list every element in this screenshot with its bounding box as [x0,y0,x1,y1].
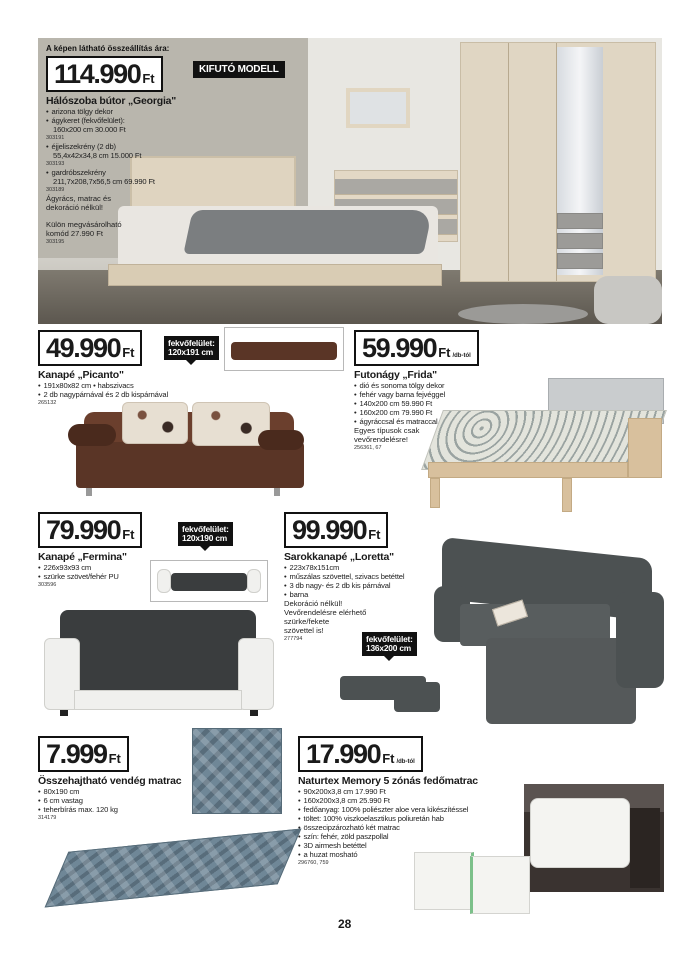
sleep-area-thumb [224,327,344,371]
spec: • szín: fehér, zöld paszpollal [298,832,508,841]
hero-code: 303193 [46,161,65,167]
spec: • 191x80x82 cm • habszivacs [38,381,338,390]
price: 99.990 [292,515,367,545]
price-box [38,736,129,772]
price-box [354,330,479,366]
spec: • 226x93x93 cm [38,563,198,572]
hero-code: 303195 [46,239,65,245]
currency: Ft [368,527,381,542]
topper-folded-image [410,848,534,918]
currency: Ft [108,751,121,766]
spec: • szürke szövet/fehér PU [38,572,198,581]
price: 7.999 [46,739,107,769]
price-unit: /db-tól [452,353,471,359]
frida-bed-image [428,378,664,518]
hero-price: 114.990 [54,59,141,89]
product-title: Összehajtható vendég matrac [38,775,182,787]
currency: Ft [122,527,135,542]
product-code: 303596 [38,582,57,588]
product-specs [284,563,434,599]
spec: • 223x78x151cm [284,563,434,572]
bed-frame [108,264,442,286]
sleep-area-label: fekvőfelület: 120x191 cm [164,336,219,360]
spec: • 3D airmesh betéttel [298,841,508,850]
spec: • fehér vagy barna fejvéggel [354,390,484,399]
hero-code: 303191 [46,135,65,141]
hero-spec: • gardróbszekrény 211,7x208,7x56,5 cm 69.990 Ft [46,168,216,186]
spec: • összecipzározható két matrac [298,823,508,832]
assembly-label: A képen látható összeállítás ára: [46,44,170,53]
currency: Ft [382,751,395,766]
currency: Ft [122,345,135,360]
price-box [38,512,142,548]
hero-price-box [46,56,163,92]
hero-offer [46,44,216,246]
spec: • a huzat mosható [298,850,508,859]
price-box [298,736,423,772]
spec: • dió és sonoma tölgy dekor [354,381,484,390]
wall-mirror [346,88,410,128]
price-unit: /db-tól [396,759,415,765]
bed-blanket [183,210,432,254]
spec: • 6 cm vastag [38,796,198,805]
product-code: 277794 [284,636,303,642]
spec: • 160x200x3,8 cm 25.990 Ft [298,796,508,805]
spec: • töltet: 100% viszkoelasztikus poliuretán hab [298,814,508,823]
product-guest-mattress [38,736,198,822]
spec: • barna [284,590,434,599]
spec: • 160x200 cm 79.990 Ft [354,408,484,417]
hero-spec: • éjjeliszekrény (2 db) 55,4x42x34,8 cm 15.000 Ft [46,142,216,160]
hero-title: Hálószoba bútor „Georgia" [46,95,177,107]
product-specs [38,381,338,399]
spec: • 2 db nagypárnával és 2 db kispárnával [38,390,338,399]
rug [458,304,588,324]
loretta-sofa-image [434,548,666,726]
fermina-sofa-image [44,610,274,720]
product-title: Sarokkanapé „Loretta" [284,551,394,563]
price: 79.990 [46,515,121,545]
folded-mattress-image [192,728,282,814]
spec: • fedőanyag: 100% poliészter aloe vera kikészítéssel [298,805,508,814]
spec: • 140x200 cm 59.990 Ft [354,399,484,408]
product-note: Dekoráció nélkül! Vevőrendelésre elérhető szürke/fekete szövettel is! [284,599,367,635]
runway-model-badge: KIFUTÓ MODELL [193,61,285,78]
product-code: 314179 [38,815,57,821]
product-loretta [284,512,434,643]
spec: • 90x200x3,8 cm 17.990 Ft [298,787,508,796]
picanto-sofa-image [68,398,308,502]
sleep-area-label: fekvőfelület: 136x200 cm [362,632,417,656]
page-number: 28 [338,917,352,931]
spec: • ágyráccsal és matraccal [354,417,484,426]
product-title: Kanapé „Fermina" [38,551,127,563]
hero-note-commode: Külön megvásárolható komód 27.990 Ft [46,220,122,238]
loretta-sleep-thumb [334,666,444,718]
spec: • műszálas szövettel, szivacs betéttel [284,572,434,581]
product-code: 296760, 759 [298,860,329,866]
hero-currency: Ft [142,71,155,86]
price: 59.990 [362,333,437,363]
product-code: 265132 [38,400,57,406]
product-code: 256361, 67 [354,445,382,451]
price-box [284,512,388,548]
price: 49.990 [46,333,121,363]
topper-bed-photo [524,784,664,892]
sleep-area-thumb [150,560,268,602]
product-title: Kanapé „Picanto" [38,369,124,381]
currency: Ft [438,345,451,360]
pouf [594,276,662,324]
price-box [38,330,142,366]
hero-code: 303189 [46,187,65,193]
sleep-area-label: fekvőfelület: 120x190 cm [178,522,233,546]
hero-spec: • arizona tölgy dekor [46,107,216,116]
product-note: Egyes típusok csak vevőrendelésre! [354,426,420,444]
product-title: Futonágy „Frida" [354,369,437,381]
hero-spec: • ágykeret (fekvőfelület): 160x200 cm 30.000 Ft [46,116,216,134]
wardrobe [460,42,656,282]
spec: • 3 db nagy- és 2 db kis párnával [284,581,434,590]
unfolded-mattress-image [45,829,302,908]
product-specs [38,787,198,814]
price: 17.990 [306,739,381,769]
spec: • 80x190 cm [38,787,198,796]
hero-specs [46,107,216,134]
product-title: Naturtex Memory 5 zónás fedőmatrac [298,775,478,787]
hero-note: Ágyrács, matrac és dekoráció nélkül! [46,194,111,212]
spec: • teherbírás max. 120 kg [38,805,198,814]
